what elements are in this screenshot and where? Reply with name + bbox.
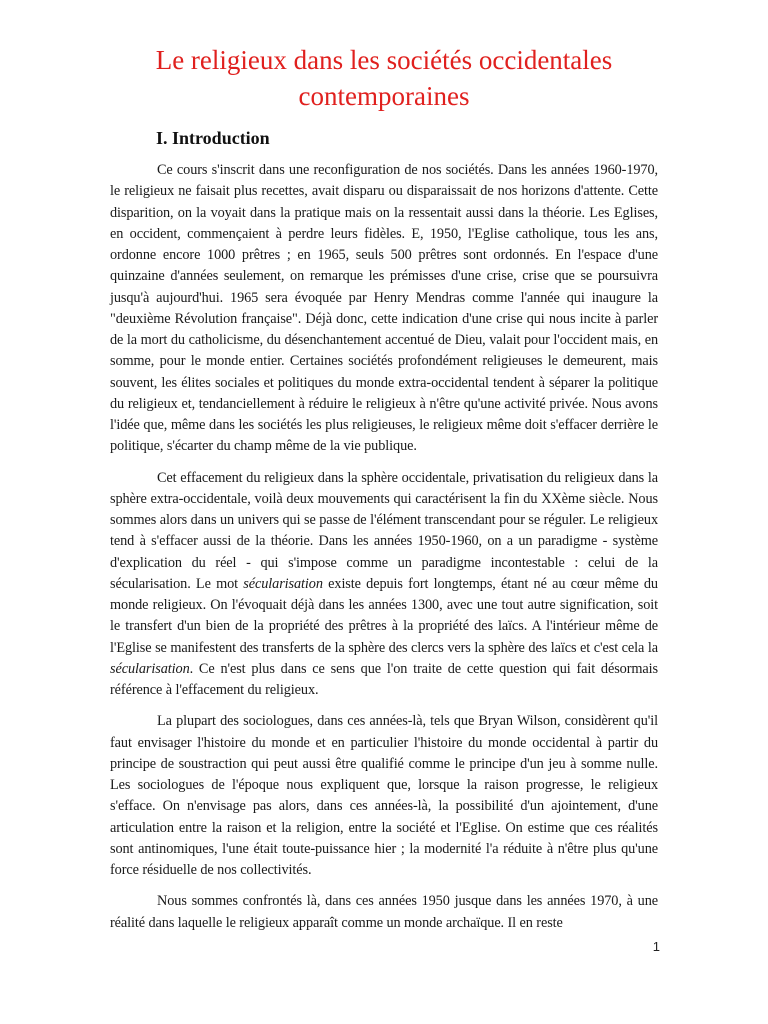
paragraph	[110, 468, 658, 702]
section-heading: I. Introduction	[156, 128, 270, 148]
paragraph-text: existe depuis fort longtemps, étant né au cœur même du monde religieux. On l'évoquait déjà dans les années 1300, avec une tout autre signification, soit le transfert d'un bien de la propriété des prêtres à la propriété des laïcs. A l'intérieur même de l'Eglise se manifestent des transferts de la sphère des clercs vers la sphère des laïcs et c'est cela la	[110, 575, 658, 656]
paragraph	[110, 711, 658, 881]
document-title: Le religieux dans les sociétés occidentales contemporaines	[155, 45, 613, 111]
body-text	[110, 160, 658, 944]
paragraph	[110, 891, 658, 934]
paragraph-text: Nous sommes confrontés là, dans ces années 1950 jusque dans les années 1970, à une réalité dans laquelle le religieux apparaît comme un monde archaïque. Il en reste	[110, 893, 658, 931]
paragraph-text: . Ce n'est plus dans ce sens que l'on traite de cette question qui fait désormais référence à l'effacement du religieux.	[110, 660, 658, 698]
paragraph-text: Ce cours s'inscrit dans une reconfiguration de nos sociétés. Dans les années 1960-1970, le religieux ne faisait plus recettes, avait disparu ou disparaissait de nos horizons d'attente. Cette disparition, on la voyait dans la pratique mais on la ressentait aussi dans la théorie. Les Eglises, en occident, commençaient à perdre leurs fidèles. E, 1950, l'Eglise catholique, tous les ans, ordonne encore 1000 prêtres ; en 1965, seuls 500 prêtres sont ordonnés. En l'espace d'une quinzaine d'années seulement, on remarque les prémisses d'une crise, crise que se poursuivra jusqu'à aujourd'hui. 1965 sera évoquée par Henry Mendras comme l'année qui inaugure la "deuxième Révolution française". Déjà donc, cette indication d'une crise qui nous incite à parler de la mort du catholicisme, du désenchantement accentué de Dieu, valait pour l'occident mais, en somme, pour le monde entier. Certaines sociétés profondément religieuses le demeurent, mais souvent, les élites sociales et politiques du monde extra-occidental tendent à séparer la politique du religieux et, tendanciellement à réduire le religieux à n'être qu'une activité privée. Nous avons l'idée que, même dans les sociétés les plus religieuses, le religieux même doit s'effacer derrière le politique, s'écarter du champ même de la vie publique.	[110, 162, 658, 455]
paragraph	[110, 160, 658, 458]
italic-term: sécularisation	[110, 660, 190, 677]
page-number: 1	[652, 939, 660, 954]
italic-term: sécularisation	[243, 575, 323, 592]
paragraph-text: Cet effacement du religieux dans la sphère occidentale, privatisation du religieux dans la sphère extra-occidentale, voilà deux mouvements qui caractérisent la fin du XXème siècle. Nous sommes alors dans un univers qui se passe de l'élément transcendant pour se réguler. Le religieux tend à s'effacer aussi de la théorie. Dans les années 1950-1960, on a un paradigme - système d'explication du réel - qui s'impose comme un paradigme incontestable : celui de la sécularisation. Le mot	[110, 469, 658, 592]
paragraph-text: La plupart des sociologues, dans ces années-là, tels que Bryan Wilson, considèrent qu'il faut envisager l'histoire du monde et en particulier l'histoire du monde occidental à partir du principe de soustraction qui peut aussi être qualifié comme le principe d'un jeu à somme nulle. Les sociologues de l'époque nous expliquent que, lorsque la raison progresse, le religieux s'efface. On n'envisage pas alors, dans ces années-là, la possibilité d'un ajointement, d'une articulation entre la raison et la religion, entre la société et l'Eglise. On estime que ces réalités sont antinomiques, l'une était toute-puissance hier ; la modernité l'a réduite à n'être plus qu'une force résiduelle de nos collectivités.	[110, 713, 658, 878]
